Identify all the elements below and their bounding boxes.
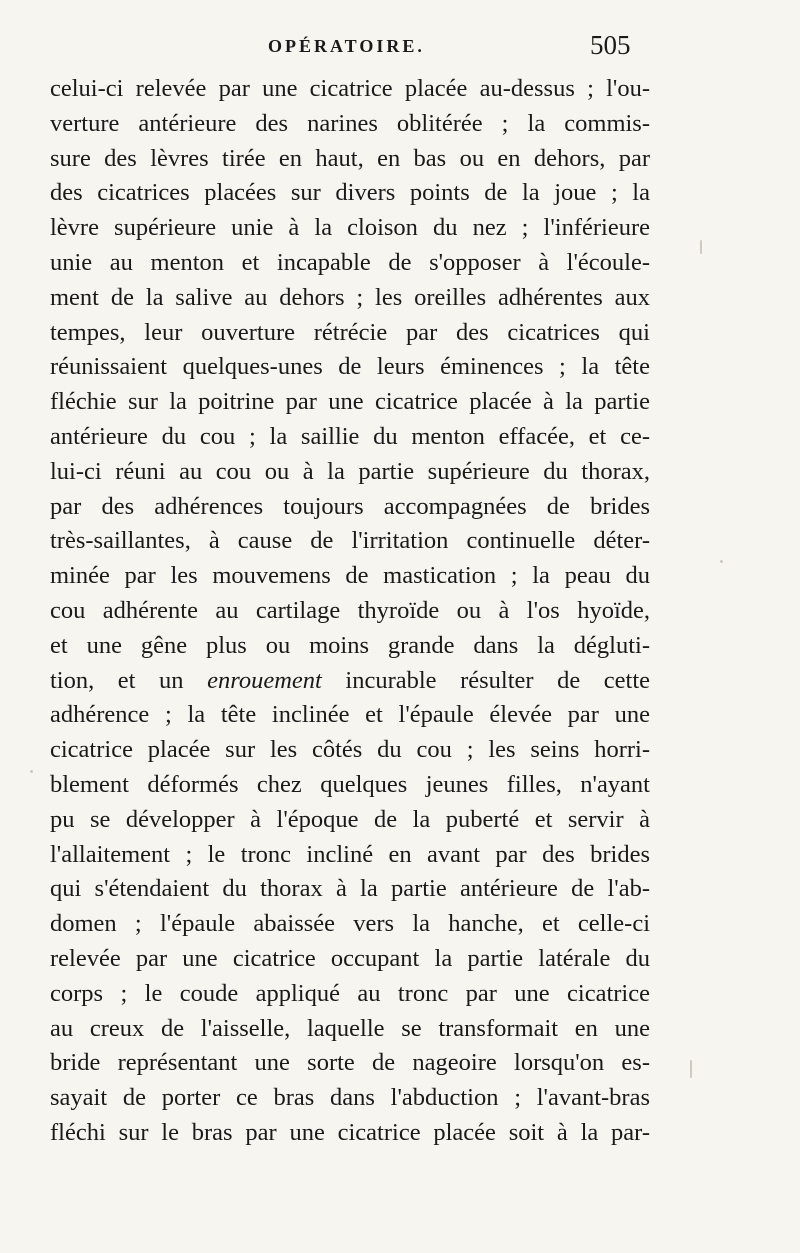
text-line-14: très-saillantes, à cause de l'irritation continuelle déter- (50, 527, 650, 555)
text-line-7: ment de la salive au dehors ; les oreilles adhérentes aux (50, 283, 650, 311)
text-line-8: tempes, leur ouverture rétrécie par des cicatrices qui (50, 318, 650, 346)
text-line-19: adhérence ; la tête inclinée et l'épaule élevée par une (50, 701, 650, 729)
running-head-title: OPÉRATOIRE. (268, 36, 425, 56)
running-head (0, 30, 800, 70)
italic-term: enrouement (207, 666, 322, 694)
text-line-18-end: incurable résulter de cette (345, 666, 651, 694)
text-line-17: et une gêne plus ou moins grande dans la dégluti- (50, 631, 650, 659)
text-line-30: sayait de porter ce bras dans l'abduction ; l'avant-bras (50, 1084, 650, 1112)
text-line-12: lui-ci réuni au cou ou à la partie supérieure du thorax, (50, 457, 650, 485)
text-line-5: lèvre supérieure unie à la cloison du nez ; l'inférieure (50, 214, 650, 242)
text-line-18 (50, 664, 650, 699)
text-line-2: verture antérieure des narines oblitérée ; la commis- (50, 109, 650, 137)
text-line-23: l'allaitement ; le tronc incliné en avant par des brides (50, 840, 650, 868)
text-line-20: cicatrice placée sur les côtés du cou ; les seins horri- (50, 736, 650, 764)
text-line-16: cou adhérente au cartilage thyroïde ou à l'os hyoïde, (50, 596, 650, 624)
text-line-29: bride représentant une sorte de nageoire lorsqu'on es- (50, 1049, 650, 1077)
text-line-28: au creux de l'aisselle, laquelle se transformait en une (50, 1014, 650, 1042)
text-line-13: par des adhérences toujours accompagnées de brides (50, 492, 650, 520)
text-line-15: minée par les mouvemens de mastication ; la peau du (50, 562, 650, 590)
text-line-25: domen ; l'épaule abaissée vers la hanche, et celle-ci (50, 910, 650, 938)
paper-speck (30, 770, 33, 773)
text-line-18-start: tion, et un (50, 666, 184, 694)
text-line-24: qui s'étendaient du thorax à la partie antérieure de l'ab- (50, 875, 650, 903)
text-line-22: pu se développer à l'époque de la puberté et servir à (50, 805, 650, 833)
paper-speck (690, 1060, 692, 1078)
text-line-21: blement déformés chez quelques jeunes filles, n'ayant (50, 770, 650, 798)
text-line-26: relevée par une cicatrice occupant la partie latérale du (50, 944, 650, 972)
paper-speck (720, 560, 723, 563)
text-line-11: antérieure du cou ; la saillie du menton effacée, et ce- (50, 422, 650, 450)
text-line-6: unie au menton et incapable de s'opposer à l'écoule- (50, 248, 650, 276)
text-line-10: fléchie sur la poitrine par une cicatrice placée à la partie (50, 388, 650, 416)
text-line-27: corps ; le coude appliqué au tronc par une cicatrice (50, 979, 650, 1007)
text-line-1: celui-ci relevée par une cicatrice placée au-dessus ; l'ou- (50, 75, 650, 102)
text-line-31: fléchi sur le bras par une cicatrice placée soit à la par- (50, 1118, 650, 1146)
text-line-9: réunissaient quelques-unes de leurs éminences ; la tête (50, 353, 650, 381)
text-line-3: sure des lèvres tirée en haut, en bas ou en dehors, par (50, 144, 650, 172)
paper-speck (700, 240, 702, 254)
text-line-4: des cicatrices placées sur divers points de la joue ; la (50, 179, 650, 207)
page-number: 505 (590, 30, 631, 60)
body-text (50, 72, 650, 1151)
